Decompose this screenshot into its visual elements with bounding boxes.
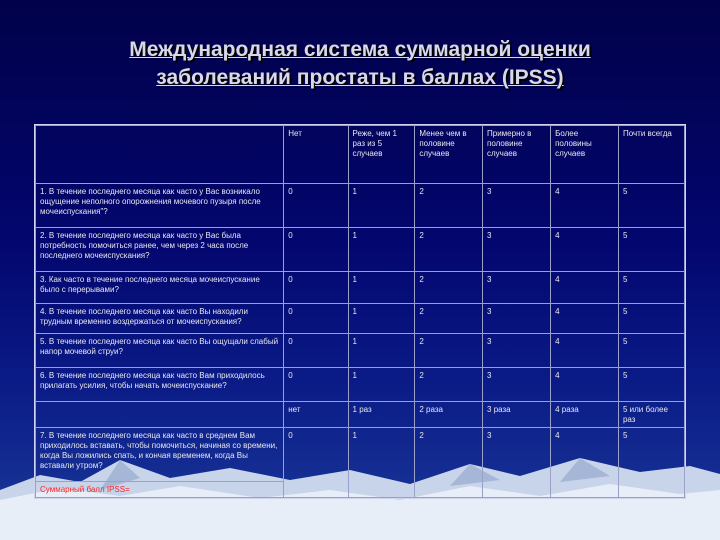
table-row xyxy=(36,228,685,272)
ipss-table xyxy=(35,125,685,498)
score-cell: 5 xyxy=(618,428,684,498)
table-row xyxy=(36,334,685,368)
score-cell: 1 xyxy=(348,272,415,304)
table-row xyxy=(36,304,685,334)
score-cell: 3 xyxy=(483,428,551,498)
page-title xyxy=(40,36,680,92)
score-cell: 5 xyxy=(618,304,684,334)
score-cell: 0 xyxy=(284,272,348,304)
question-cell: 5. В течение последнего месяца как часто Вы ощущали слабый напор мочевой струи? xyxy=(36,334,284,368)
score-cell: 5 xyxy=(618,368,684,402)
header-cell: Нет xyxy=(284,126,348,184)
score-cell: 4 xyxy=(551,304,619,334)
score-cell: 0 xyxy=(284,304,348,334)
score-cell: 0 xyxy=(284,428,348,498)
q7-header-cell: нет xyxy=(284,402,348,428)
score-cell: 4 xyxy=(551,368,619,402)
q7-header-row xyxy=(36,402,685,428)
header-cell: Примерно в половине случаев xyxy=(483,126,551,184)
score-cell: 2 xyxy=(415,184,483,228)
question-cell: 4. В течение последнего месяца как часто Вы находили трудным временно воздержаться от мочеиспускания? xyxy=(36,304,284,334)
score-cell: 1 xyxy=(348,228,415,272)
table-row xyxy=(36,184,685,228)
score-cell: 5 xyxy=(618,228,684,272)
score-cell: 1 xyxy=(348,334,415,368)
table-row xyxy=(36,272,685,304)
score-cell: 4 xyxy=(551,272,619,304)
score-cell: 0 xyxy=(284,228,348,272)
score-cell: 5 xyxy=(618,184,684,228)
q7-header-cell: 2 раза xyxy=(415,402,483,428)
q7-header-empty-cell xyxy=(36,402,284,428)
score-cell: 3 xyxy=(483,304,551,334)
score-cell: 1 xyxy=(348,428,415,498)
score-cell: 1 xyxy=(348,368,415,402)
header-cell: Почти всегда xyxy=(618,126,684,184)
table-header-row xyxy=(36,126,685,184)
score-cell: 4 xyxy=(551,184,619,228)
score-cell: 5 xyxy=(618,334,684,368)
score-cell: 4 xyxy=(551,428,619,498)
score-cell: 0 xyxy=(284,334,348,368)
score-cell: 2 xyxy=(415,272,483,304)
header-cell: Менее чем в половине случаев xyxy=(415,126,483,184)
q7-header-cell: 1 раз xyxy=(348,402,415,428)
table-row xyxy=(36,368,685,402)
question-cell: 1. В течение последнего месяца как часто у Вас возникало ощущение неполного опорожнения мочевого пузыря после мочеиспускания"? xyxy=(36,184,284,228)
score-cell: 3 xyxy=(483,228,551,272)
score-cell: 3 xyxy=(483,368,551,402)
score-cell: 2 xyxy=(415,334,483,368)
q7-header-cell: 5 или более раз xyxy=(618,402,684,428)
score-cell: 2 xyxy=(415,228,483,272)
score-cell: 3 xyxy=(483,272,551,304)
score-cell: 5 xyxy=(618,272,684,304)
score-cell: 4 xyxy=(551,334,619,368)
header-cell: Более половины случаев xyxy=(551,126,619,184)
score-cell: 0 xyxy=(284,184,348,228)
score-cell: 2 xyxy=(415,368,483,402)
score-cell: 1 xyxy=(348,304,415,334)
score-cell: 1 xyxy=(348,184,415,228)
question-cell: 3. Как часто в течение последнего месяца мочеиспускание было с перерывами? xyxy=(36,272,284,304)
question-cell: 7. В течение последнего месяца как часто в среднем Вам приходилось вставать, чтобы помочиться, начиная со времени, когда Вы ложились спать, и кончая временем, когда Вы вставали утром? xyxy=(36,428,284,482)
score-cell: 0 xyxy=(284,368,348,402)
total-score-label: Суммарный балл IPSS= xyxy=(36,482,284,498)
header-cell: Реже, чем 1 раз из 5 случаев xyxy=(348,126,415,184)
score-cell: 4 xyxy=(551,228,619,272)
score-cell: 2 xyxy=(415,428,483,498)
question-cell: 6. В течение последнего месяца как часто Вам приходилось прилагать усилия, чтобы начать мочеиспускание? xyxy=(36,368,284,402)
q7-header-cell: 4 раза xyxy=(551,402,619,428)
header-empty-cell xyxy=(36,126,284,184)
score-cell: 3 xyxy=(483,184,551,228)
question-cell: 2. В течение последнего месяца как часто у Вас была потребность помочиться ранее, чем через 2 часа после последнего мочеиспускания? xyxy=(36,228,284,272)
title-line-2: заболеваний простаты в баллах (IPSS) xyxy=(156,66,564,89)
score-cell: 3 xyxy=(483,334,551,368)
q7-header-cell: 3 раза xyxy=(483,402,551,428)
score-cell: 2 xyxy=(415,304,483,334)
table-row xyxy=(36,428,685,482)
title-line-1: Международная система суммарной оценки xyxy=(129,38,591,61)
